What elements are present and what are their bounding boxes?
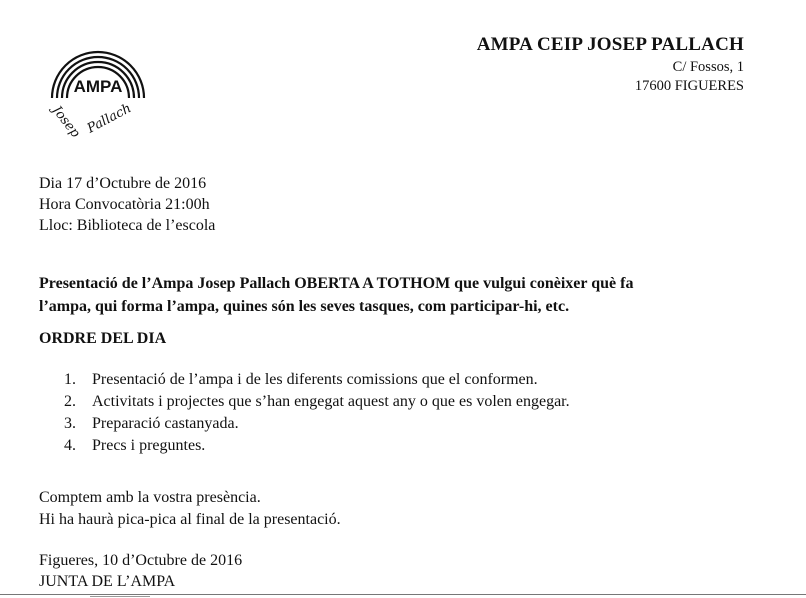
meeting-time: Hora Convocatòria 21:00h [39,196,210,213]
closing-line-1: Comptem amb la vostra presència. [39,489,261,506]
agenda-title: ORDRE DEL DIA [39,330,167,347]
ampa-logo-graphic [38,36,158,146]
organization-header [477,34,744,96]
page-bottom-edge-mark [90,596,150,597]
meeting-date: Dia 17 d’Octubre de 2016 [39,175,207,192]
closing-line-2: Hi ha haurà pica-pica al final de la presentació. [39,511,341,528]
agenda-item-number: 1. [64,371,76,388]
logo-main-text: AMPA [73,77,123,96]
intro-line-1: Presentació de l’Ampa Josep Pallach OBERTA A TOTHOM que vulgui conèixer què fa [39,275,634,292]
signature-place-date: Figueres, 10 d’Octubre de 2016 [39,552,243,569]
logo-script-pallach: Pallach [84,100,134,137]
agenda-item [64,435,570,457]
signature-signer: JUNTA DE L’AMPA [39,573,176,590]
logo-script-josep: Josep [48,103,83,141]
meeting-details [39,173,215,236]
meeting-place: Lloc: Biblioteca de l’escola [39,217,216,234]
agenda-item [64,413,570,435]
agenda-item-text: Precs i preguntes. [92,437,206,454]
agenda-item-number: 2. [64,393,76,410]
agenda-item-number: 3. [64,415,76,432]
intro-line-2: l’ampa, qui forma l’ampa, quines són les seves tasques, com participar-hi, etc. [39,298,570,315]
agenda-item-text: Presentació de l’ampa i de les diferents comissions que el conformen. [92,371,538,388]
agenda-item-number: 4. [64,437,76,454]
closing-text [39,487,341,531]
org-address-city: 17600 FIGUERES [634,78,744,94]
agenda-item-text: Preparació castanyada. [92,415,239,432]
agenda-list [64,369,570,457]
org-name: AMPA CEIP JOSEP PALLACH [476,34,744,55]
agenda-item [64,391,570,413]
agenda-item-text: Activitats i projectes que s’han engegat aquest any o que es volen engegar. [92,393,570,410]
intro-paragraph [39,272,759,318]
page-bottom-edge [0,594,806,595]
signature-block [39,550,242,592]
ampa-logo [38,36,158,146]
agenda-item [64,369,570,391]
org-address-street: C/ Fossos, 1 [672,59,744,75]
